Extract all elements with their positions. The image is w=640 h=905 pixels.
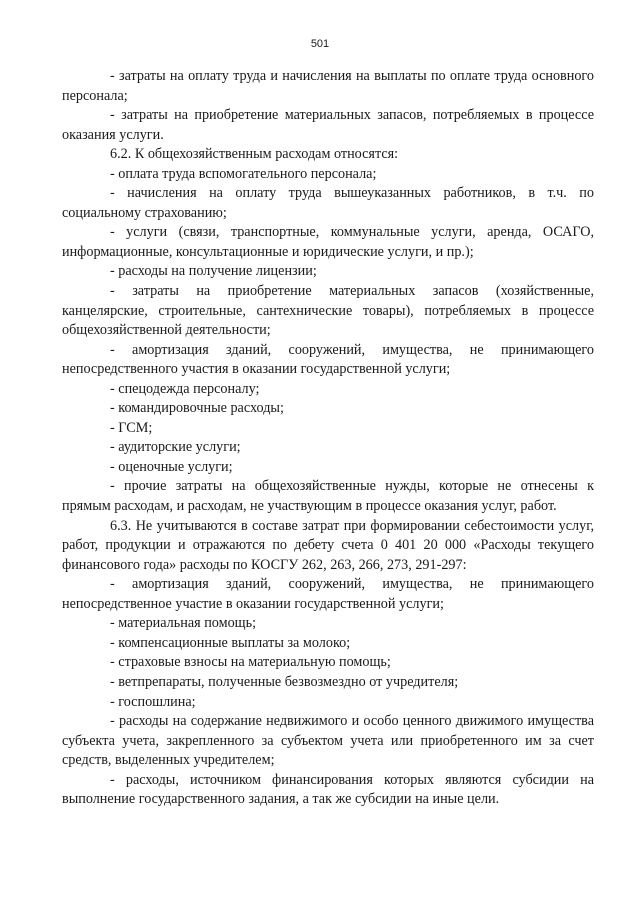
paragraph-labor-costs: - затраты на оплату труда и начисления на выплаты по оплате труда основного персонала;	[62, 68, 594, 104]
list-item: - услуги (связи, транспортные, коммунальные услуги, аренда, ОСАГО, информационные, консультационные и юридические услуги, и пр.);	[62, 224, 594, 260]
list-item: - расходы на содержание недвижимого и особо ценного движимого имущества субъекта учета, закрепленного за субъектом учета или приобретенного им за счет средств, выделенных учредителем;	[62, 713, 594, 769]
page-number: 501	[310, 38, 330, 50]
list-item: - командировочные расходы;	[110, 400, 284, 417]
list-item: - материальная помощь;	[110, 615, 257, 632]
list-item: - компенсационные выплаты за молоко;	[110, 634, 351, 651]
list-item: - прочие затраты на общехозяйственные нужды, которые не отнесены к прямым расходам, и расходам, не участвующим в процессе оказания услуг, работ.	[62, 478, 594, 515]
list-item: - расходы, источником финансирования которых являются субсидии на выполнение государственного задания, а так же субсидии на иные цели.	[62, 771, 594, 808]
section-heading-6-3: 6.3. Не учитываются в составе затрат при формировании себестоимости услуг, работ, продукции и отражаются по дебету счета 0 401 20 000 «Расходы текущего финансового года» расходы по КОСГУ 262, 263, 266, 273, 291-297:	[62, 517, 594, 573]
list-item: - аудиторские услуги;	[110, 439, 241, 456]
document-body	[62, 67, 594, 810]
list-item: - начисления на оплату труда вышеуказанных работников, в т.ч. по социальному страхованию;	[62, 185, 594, 221]
list-item: - затраты на приобретение материальных запасов (хозяйственные, канцелярские, строительные, сантехнические товары), потребляемых в процессе общехозяйственной деятельности;	[62, 283, 594, 339]
list-item: - расходы на получение лицензии;	[110, 263, 317, 280]
list-item: - оценочные услуги;	[110, 458, 233, 475]
list-item: - спецодежда персоналу;	[110, 380, 260, 397]
list-item: - оплата труда вспомогательного персонала;	[110, 165, 377, 182]
list-item: - амортизация зданий, сооружений, имущества, не принимающего непосредственного участия в оказании государственной услуги;	[62, 341, 594, 378]
list-item: - ветпрепараты, полученные безвозмездно от учредителя;	[110, 673, 459, 690]
list-item: - ГСМ;	[110, 419, 153, 436]
list-item: - амортизация зданий, сооружений, имущества, не принимающего непосредственное участие в оказании государственной услуги;	[62, 576, 594, 612]
list-item: - страховые взносы на материальную помощь;	[110, 654, 391, 671]
list-item: - госпошлина;	[110, 693, 196, 710]
section-heading-6-2: 6.2. К общехозяйственным расходам относятся:	[110, 146, 399, 163]
paragraph-material-costs: - затраты на приобретение материальных запасов, потребляемых в процессе оказания услуги.	[62, 107, 594, 143]
